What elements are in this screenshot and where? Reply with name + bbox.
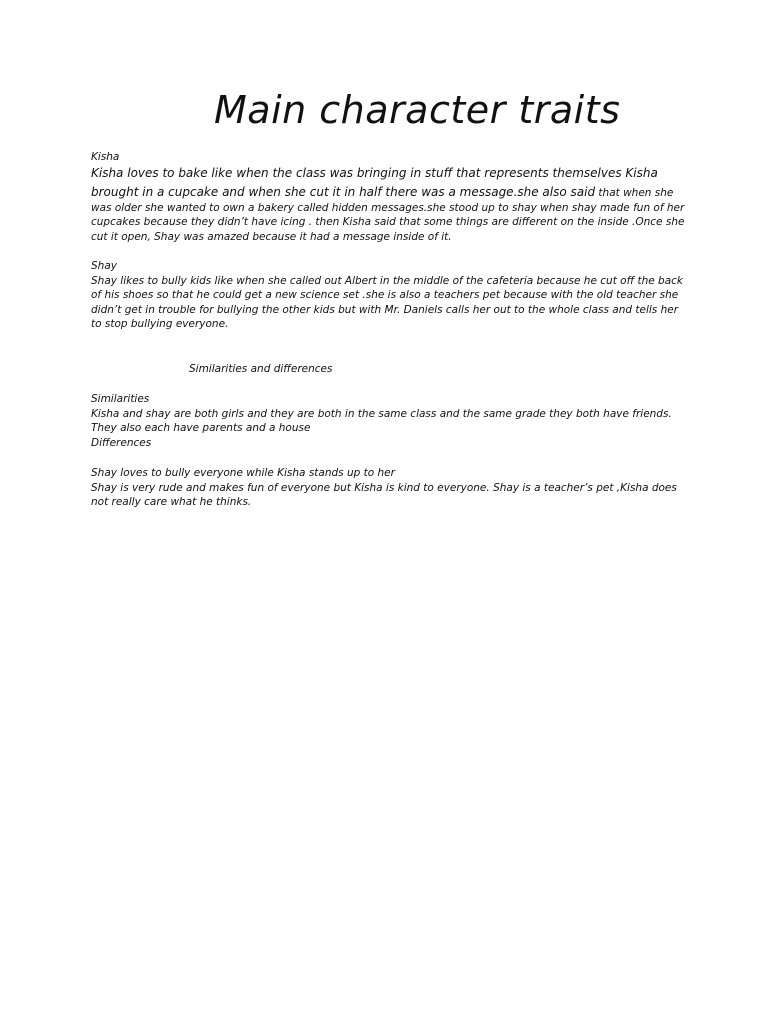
similarities-line-2: They also each have parents and a house — [91, 422, 311, 435]
kisha-section — [91, 150, 691, 244]
differences-heading: Differences — [91, 436, 152, 449]
kisha-line-4: cupcakes because they didn’t have icing . then Kisha said that some things are different on the inside .Once she — [91, 216, 685, 229]
shay-section — [91, 259, 691, 332]
similarities-section — [91, 392, 691, 450]
shay-line-2: of his shoes so that he could get a new science set .she is also a teachers pet because with the old teacher she — [91, 289, 679, 302]
kisha-line-1: Kisha loves to bake like when the class was bringing in stuff that represents themselves Kisha — [91, 165, 658, 180]
shay-line-3: didn’t get in trouble for bullying the other kids but with Mr. Daniels calls her out to the whole class and tells her — [91, 303, 679, 316]
differences-section — [91, 466, 691, 510]
comparison-heading: Similarities and differences — [189, 363, 333, 375]
kisha-line-5: cut it open, Shay was amazed because it had a message inside of it. — [91, 230, 452, 243]
kisha-line-2 — [91, 182, 691, 201]
differences-line-2: Shay is very rude and makes fun of everyone but Kisha is kind to everyone. Shay is a teacher’s pet ,Kisha does — [91, 481, 677, 494]
kisha-line-3: was older she wanted to own a bakery called hidden messages.she stood up to shay when shay made fun of her — [91, 201, 685, 214]
similarities-line-1: Kisha and shay are both girls and they are both in the same class and the same grade they both have friends. — [91, 407, 672, 420]
shay-line-1: Shay likes to bully kids like when she called out Albert in the middle of the cafeteria because he cut off the back — [91, 274, 684, 287]
differences-line-3: not really care what he thinks. — [91, 496, 252, 509]
kisha-line-2-tail: that when she — [595, 186, 674, 199]
similarities-heading: Similarities — [91, 393, 150, 405]
page-title: Main character traits — [214, 88, 621, 132]
shay-line-4: to stop bullying everyone. — [91, 318, 229, 331]
kisha-line-2-main: brought in a cupcake and when she cut it in half there was a message.she also said — [91, 184, 596, 199]
kisha-heading: Kisha — [91, 151, 120, 163]
shay-heading: Shay — [91, 260, 117, 272]
differences-line-1: Shay loves to bully everyone while Kisha stands up to her — [91, 467, 395, 479]
